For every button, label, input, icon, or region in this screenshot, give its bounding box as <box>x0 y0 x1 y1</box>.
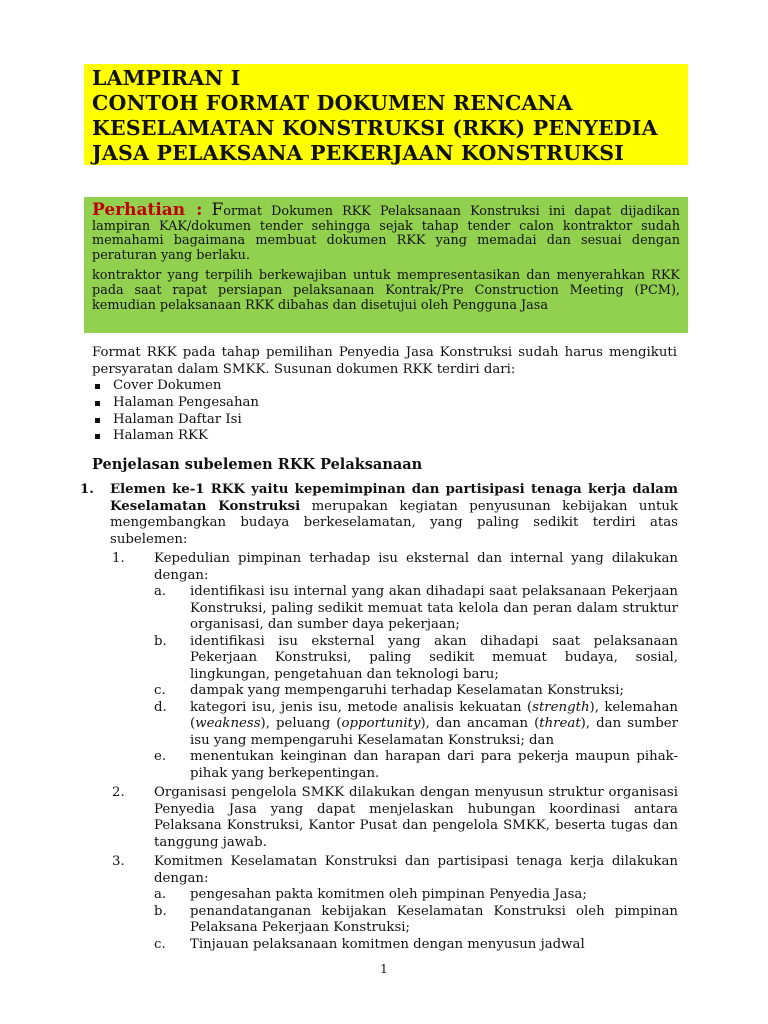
subelement-number: 3. <box>112 854 125 869</box>
subelement-1 <box>80 551 678 584</box>
list-item: Halaman RKK <box>92 428 677 445</box>
title-line-1: LAMPIRAN I <box>92 66 241 90</box>
list-item-text: Tinjauan pelaksanaan komitmen dengan menyusun jadwal <box>190 936 585 952</box>
list-item-letter: e. <box>154 749 167 764</box>
text-fragment: ), kelemahan ( <box>190 699 679 731</box>
list-item <box>80 634 678 684</box>
document-structure-list <box>92 378 677 445</box>
term-threat: threat <box>539 716 581 731</box>
list-item: Halaman Daftar Isi <box>92 412 677 429</box>
list-item-letter: a. <box>154 584 167 599</box>
list-item <box>80 904 678 937</box>
list-item-letter: c. <box>154 683 166 698</box>
section-heading: Penjelasan subelemen RKK Pelaksanaan <box>92 456 423 473</box>
notice-box <box>84 197 688 333</box>
list-item-text: pengesahan pakta komitmen oleh pimpinan Penyedia Jasa; <box>190 887 587 902</box>
notice-text-1: ormat Dokumen RKK Pelaksanaan Konstruksi ini dapat dijadikan lampiran KAK/dokumen tender sehingga sejak tahap tender calon kontraktor sudah memahami bagaimana membuat dokumen RKK yang memadai dan sesuai dengan peraturan yang berlaku. <box>92 204 680 263</box>
list-item: Halaman Pengesahan <box>92 395 677 412</box>
list-item <box>80 937 678 954</box>
notice-paragraph-2: kontraktor yang terpilih berkewajiban untuk mempresentasikan dan menyerahkan RKK pada saat rapat persiapan pelaksanaan Kontrak/Pre Construction Meeting (PCM), kemudian pelaksanaan RKK dibahas dan disetujui oleh Pengguna Jasa <box>92 268 680 313</box>
element-1 <box>80 482 678 548</box>
list-item-letter: d. <box>154 699 167 715</box>
term-strength: strength <box>532 699 590 715</box>
list-item: Cover Dokumen <box>92 378 677 395</box>
subelement-text: Komitmen Keselamatan Konstruksi dan partisipasi tenaga kerja dilakukan dengan: <box>154 854 678 886</box>
list-item-text: penandatanganan kebijakan Keselamatan Konstruksi oleh pimpinan Pelaksana Pekerjaan Konstruksi; <box>190 903 678 935</box>
element-1-text: merupakan kegiatan penyusunan kebijakan untuk mengembangkan budaya berkeselamatan, yang paling sedikit terdiri atas subelemen: <box>110 498 678 547</box>
page-number: 1 <box>380 962 388 976</box>
list-item <box>80 749 678 782</box>
text-fragment: ), peluang ( <box>260 716 342 731</box>
notice-label: Perhatian : <box>92 200 203 220</box>
list-item-letter: a. <box>154 887 167 902</box>
list-item-text: identifikasi isu eksternal yang akan dihadapi saat pelaksanaan Pekerjaan Konstruksi, paling sedikit memuat budaya, sosial, lingkungan, pengetahuan dan teknologi baru; <box>190 633 678 682</box>
title-line-4: JASA PELAKSANA PEKERJAAN KONSTRUKSI <box>92 141 625 165</box>
subelement-text: Organisasi pengelola SMKK dilakukan dengan menyusun struktur organisasi Penyedia Jasa yang dapat menjelaskan hubungan koordinasi antara Pelaksana Konstruksi, Kantor Pusat dan pengelola SMKK, beserta tugas dan tanggung jawab. <box>154 785 678 850</box>
title-line-3: KESELAMATAN KONSTRUKSI (RKK) PENYEDIA <box>92 116 658 140</box>
list-item-text: identifikasi isu internal yang akan dihadapi saat pelaksanaan Pekerjaan Konstruksi, paling sedikit memuat tata kelola dan peran dalam struktur organisasi, dan sumber daya pekerjaan; <box>190 584 678 632</box>
subelement-text: Kepedulian pimpinan terhadap isu eksternal dan internal yang dilakukan dengan: <box>154 551 678 583</box>
intro-text: Format RKK pada tahap pemilihan Penyedia Jasa Konstruksi sudah harus mengikuti persyaratan dalam SMKK. Susunan dokumen RKK terdiri dari: <box>92 345 677 377</box>
text-fragment: ), dan sumber isu yang mempengaruhi Keselamatan Konstruksi; dan <box>190 716 678 748</box>
notice-paragraph-1 <box>92 200 680 263</box>
list-item-letter: b. <box>154 633 167 649</box>
list-item <box>80 683 678 700</box>
subelement-number: 2. <box>112 785 125 800</box>
subelement-2 <box>80 785 678 851</box>
subelement-3 <box>80 854 678 887</box>
title-block <box>84 64 688 165</box>
intro-section <box>92 345 677 445</box>
list-item-letter: c. <box>154 936 166 952</box>
notice-first-letter: F <box>211 200 224 220</box>
term-weakness: weakness <box>195 716 261 731</box>
list-item <box>80 700 678 750</box>
list-item-letter: b. <box>154 903 167 919</box>
element-1-number: 1. <box>80 482 94 497</box>
list-item-text: menentukan keinginan dan harapan dari para pekerja maupun pihak-pihak yang berkepentingan. <box>190 749 678 781</box>
term-opportunity: opportunity <box>341 716 421 731</box>
text-fragment: ), dan ancaman ( <box>420 716 540 731</box>
element-1-lead: Elemen ke-1 RKK yaitu kepemimpinan dan partisipasi tenaga kerja dalam Keselamatan Konstruksi <box>110 482 678 514</box>
text-fragment: kategori isu, jenis isu, metode analisis kekuatan ( <box>190 699 533 715</box>
subelement-number: 1. <box>112 551 125 566</box>
list-item <box>80 584 678 634</box>
list-item <box>80 887 678 904</box>
list-item-text: dampak yang mempengaruhi terhadap Keselamatan Konstruksi; <box>190 683 624 698</box>
section-body <box>80 482 678 953</box>
list-item-text <box>190 700 678 748</box>
title-line-2: CONTOH FORMAT DOKUMEN RENCANA <box>92 91 573 115</box>
